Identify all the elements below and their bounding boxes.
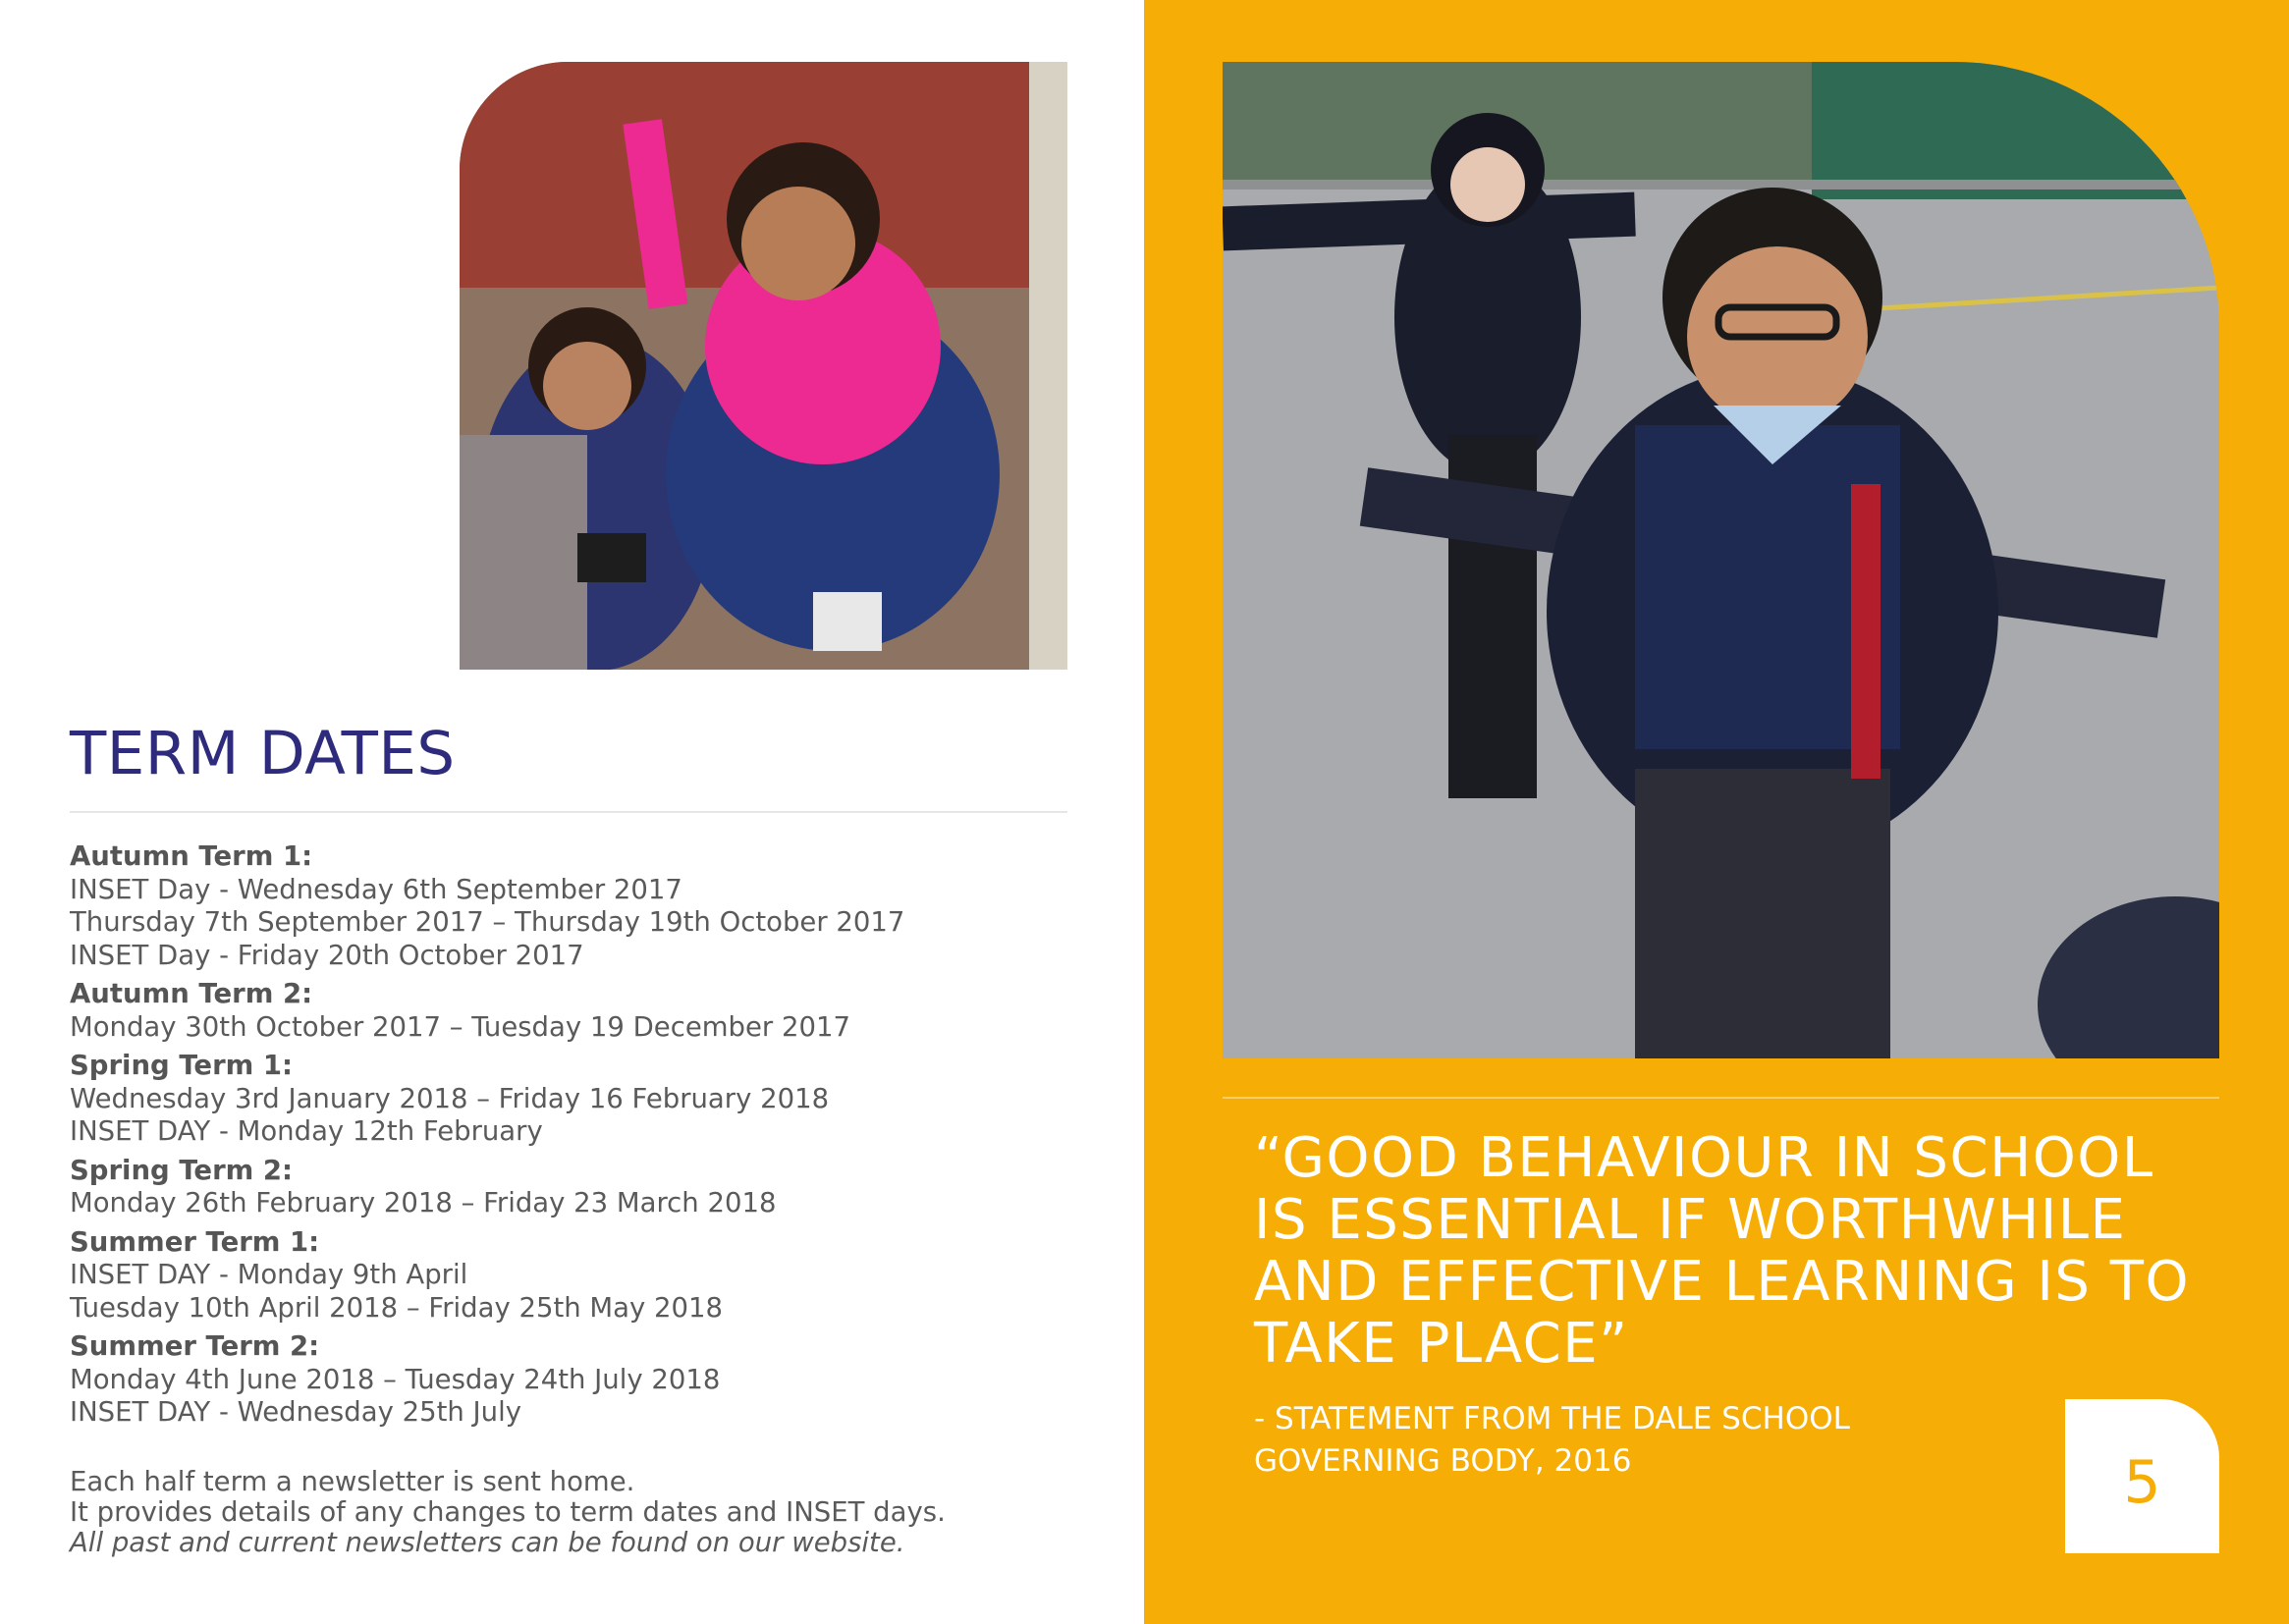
- newsletter-note-line: Each half term a newsletter is sent home.: [70, 1466, 635, 1497]
- term-block: [70, 978, 1111, 1044]
- term-block: [70, 1155, 1111, 1220]
- page-number: 5: [2123, 1447, 2161, 1517]
- term-block: [70, 1050, 1111, 1149]
- term-line: Monday 26th February 2018 – Friday 23 March 2018: [70, 1187, 777, 1218]
- term-line: Monday 4th June 2018 – Tuesday 24th July 2018: [70, 1363, 721, 1395]
- children-playing-photo: [460, 62, 1067, 670]
- quote-attribution: [1254, 1398, 1941, 1483]
- term-block: [70, 840, 1111, 972]
- term-dates-list: [70, 840, 1111, 1435]
- boys-playground-photo: [1223, 62, 2219, 1058]
- term-line: INSET DAY - Wednesday 25th July: [70, 1396, 521, 1428]
- term-heading: Summer Term 2:: [70, 1330, 320, 1362]
- page-number-tab: [2065, 1399, 2219, 1553]
- title-divider: [70, 811, 1067, 813]
- term-line: INSET Day - Friday 20th October 2017: [70, 939, 584, 971]
- newsletter-note-line: It provides details of any changes to term dates and INSET days.: [70, 1496, 946, 1528]
- right-page: [1144, 0, 2289, 1624]
- term-line: Monday 30th October 2017 – Tuesday 19 December 2017: [70, 1010, 850, 1043]
- term-line: INSET DAY - Monday 12th February: [70, 1115, 543, 1147]
- term-heading: Autumn Term 1:: [70, 840, 313, 872]
- term-line: Tuesday 10th April 2018 – Friday 25th May 2018: [70, 1291, 723, 1324]
- term-heading: Spring Term 1:: [70, 1050, 293, 1081]
- newsletter-note: [70, 1467, 1111, 1558]
- boys-playground-image: [1223, 62, 2219, 1058]
- term-line: INSET Day - Wednesday 6th September 2017: [70, 873, 682, 905]
- term-block: [70, 1330, 1111, 1430]
- quote-divider: [1223, 1097, 2219, 1099]
- website-note: All past and current newsletters can be found on our website.: [70, 1527, 905, 1558]
- attribution-line: - STATEMENT FROM THE DALE SCHOOL: [1254, 1401, 1850, 1436]
- term-heading: Autumn Term 2:: [70, 978, 313, 1009]
- term-block: [70, 1226, 1111, 1326]
- term-line: Wednesday 3rd January 2018 – Friday 16 February 2018: [70, 1082, 830, 1114]
- term-line: Thursday 7th September 2017 – Thursday 19th October 2017: [70, 906, 905, 938]
- children-playing-image: [460, 62, 1067, 670]
- governing-body-quote: “GOOD BEHAVIOUR IN SCHOOL IS ESSENTIAL IF WORTHWHILE AND EFFECTIVE LEARNING IS TO TAKE PLACE”: [1254, 1126, 2191, 1376]
- attribution-line: GOVERNING BODY, 2016: [1254, 1443, 1632, 1479]
- term-heading: Spring Term 2:: [70, 1154, 293, 1186]
- term-line: INSET DAY - Monday 9th April: [70, 1259, 468, 1290]
- left-page: [0, 0, 1144, 1624]
- term-heading: Summer Term 1:: [70, 1225, 320, 1258]
- page-title: TERM DATES: [70, 719, 456, 788]
